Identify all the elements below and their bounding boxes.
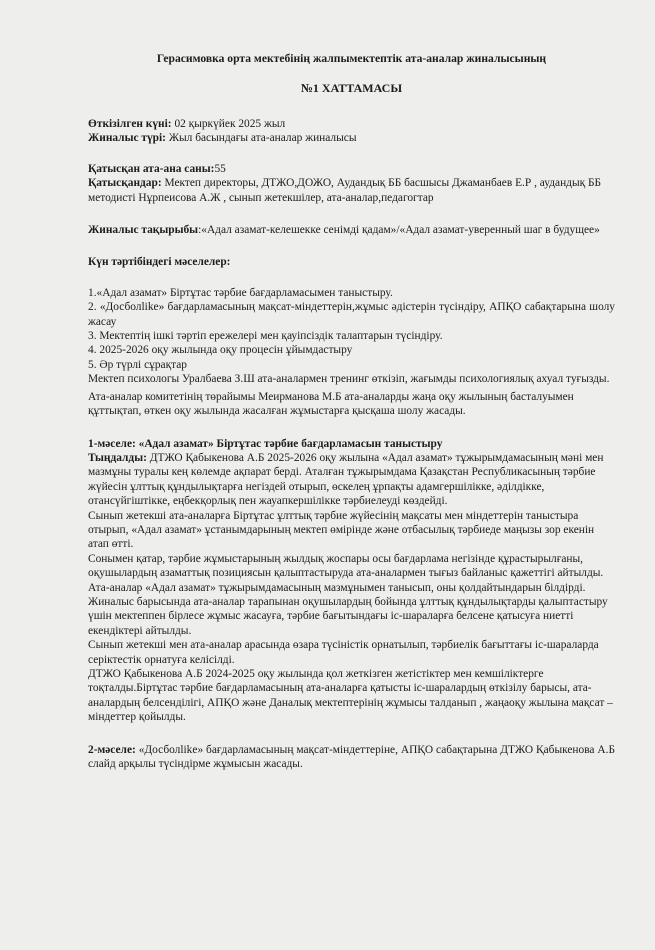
issue2-paragraph	[88, 743, 615, 772]
issue1-listened-label: Тыңдалды:	[88, 451, 147, 464]
meeting-date-label: Өткізілген күні:	[88, 118, 172, 130]
parents-count-value: 55	[214, 162, 226, 175]
committee-note: Ата-аналар комитетінің төрайымы Меирманова М.Б ата-аналарды жаңа оқу жылының басталуымен құттықтап, өткен оқу жылында жасалған жұмыстарға қысқаша шолу жасады.	[88, 390, 574, 418]
meeting-topic	[88, 223, 615, 237]
agenda-item: 5. Әр түрлі сұрақтар	[88, 358, 187, 371]
protocol-number: №1 ХАТТАМАСЫ	[300, 81, 403, 95]
agenda-item: 1.«Адал азамат» Біртұтас тәрбие бағдарламасымен таныстыру.	[88, 286, 393, 299]
issue1-paragraph: Жиналыс барысында ата-аналар тарапынан оқушылардың бойында ұлттық құндылықтарды қалыптастыру үшін мектеппен бірлесе жұмыс жасауға, тәрбие бағытындағы іс-шараларға белсене қатысуға ниетті екендіктері айтылды.	[88, 595, 608, 637]
agenda-item: 4. 2025-2026 оқу жылында оқу процесін ұйымдастыру	[88, 344, 353, 357]
document-title: Герасимовка орта мектебінің жалпымектептік ата-аналар жиналысының	[156, 52, 547, 65]
participants-label: Қатысқандар:	[88, 177, 162, 190]
participants-value: Мектеп директоры, ДТЖО,ДОЖО, Аудандық ББ басшысы Джаманбаев Е.Р , аудандық ББ методисті Нұрпеисова А.Ж , сынып жетекшілер, ата-аналар,педагогтар	[88, 177, 602, 204]
agenda-item: 2. «Досболlike» бағдарламасының мақсат-міндеттерін,жұмыс әдістерін түсіндіру, АПҚО сабақтарына шолу жасау	[88, 301, 615, 328]
meeting-date	[88, 117, 615, 131]
psychologist-note: Мектеп психологы Уралбаева З.Ш ата-аналармен тренинг өткізіп, жағымды психологиялық ахуал туғызды.	[88, 373, 610, 386]
issue1-listened	[88, 451, 615, 509]
issue1-paragraph: Сынып жетекші ата-аналарға Біртұтас ұлттық тәрбие жүйесінің мақсаты мен міндеттерін таныстыра отырып, «Адал азамат» ұстанымдарының мектеп өмірінде және отбасылық тәрбиеде маңызы зор екенін атап өтті.	[88, 509, 595, 551]
issue1-paragraph: Сынып жетекші мен ата-аналар арасында өзара түсіністік орнатылып, тәрбиелік бағыттағы іс-шараларда серіктестік орнатуға келісілді.	[88, 639, 599, 666]
meeting-topic-label: Жиналыс тақырыбы	[88, 224, 199, 237]
meeting-date-value: 02 қыркүйек 2025 жыл	[171, 118, 286, 130]
meeting-type-value: Жыл басындағы ата-аналар жиналысы	[165, 132, 357, 145]
meeting-type	[88, 131, 615, 145]
issue1-listened-text: ДТЖО Қабыкенова А.Б 2025-2026 оқу жылына «Адал азамат» тұжырымдамасының мәні мен мазмұны туралы кең көлемде ақпарат берді. Аталған тұжырымдама Қазақстан Республикасының тәрбие жүйесін ұлттық құндылықтарға негіздей отырып, өскелең ұрпақты адамгершілікке, әділдікке, отансүйгіштікке, еңбекқорлық пен жауапкершілікке тәрбиелеуді көздейді.	[88, 451, 604, 508]
agenda-heading	[88, 255, 615, 269]
issue1-heading	[88, 437, 615, 451]
issue2-label: 2-мәселе:	[88, 743, 136, 756]
parents-count	[88, 162, 615, 176]
participants	[88, 176, 615, 205]
issue1-paragraph: Сонымен қатар, тәрбие жұмыстарының жылдық жоспары осы бағдарлама негізінде құрастырылғаны, оқушылардың азаматтық позициясын қалыптастыруда ата-аналармен тығыз байланыс қажеттігі айтылды. Ата-аналар «Адал азамат» тұжырымдамасының мазмұнымен танысып, оны қолдайтындарын білдірді.	[88, 552, 604, 594]
issue1-heading-text: 1-мәселе: «Адал азамат» Біртұтас тәрбие бағдарламасын таныстыру	[88, 437, 443, 450]
agenda-heading-text: Күн тәртібіндегі мәселелер:	[88, 256, 231, 269]
agenda-item: 3. Мектептің ішкі тәртіп ережелері мен қауіпсіздік талаптарын түсіндіру.	[88, 330, 443, 343]
meeting-topic-value: :«Адал азамат-келешекке сенімді қадам»/«Адал азамат-уверенный шаг в будущее»	[198, 224, 600, 237]
meeting-type-label: Жиналыс түрі:	[88, 132, 166, 145]
parents-count-label: Қатысқан ата-ана саны:	[88, 162, 215, 175]
issue2-text: «Досболlike» бағдарламасының мақсат-міндеттеріне, АПҚО сабақтарына ДТЖО Қабыкенова А.Б слайд арқылы түсіндірме жұмысын жасады.	[88, 743, 615, 771]
issue1-paragraph: ДТЖО Қабыкенова А.Б 2024-2025 оқу жылында қол жеткізген жетістіктер мен кемшіліктерге тоқталды.Біртұтас тәрбие бағдарламасының ата-аналарға қатысты іс-шаралардың өткізілу барысы, ата-аналардың белсенділігі, АПҚО және Даналық мектептерінің жұмысы талданып , жаңаоқу жылына мақсат –міндеттер қойылды.	[88, 668, 613, 724]
